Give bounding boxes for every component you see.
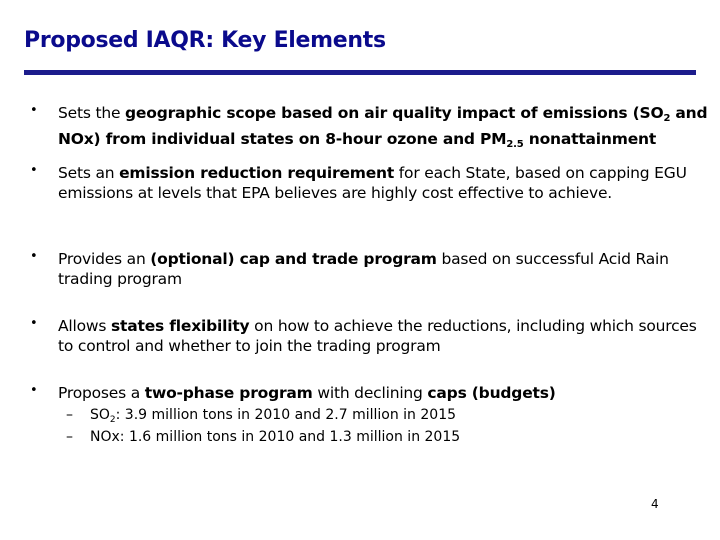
bullet-cap-and-trade [58,249,708,289]
bullet-marker: • [30,249,38,264]
bullet-text: for each State, based on capping EGU emissions at levels that EPA believes are highly cost effective to achieve. [58,164,687,202]
subitem-marker: – [66,429,73,445]
subscript: 2.5 [506,139,524,150]
bullet-bold-text: caps (budgets) [427,384,556,402]
bullet-marker: • [30,383,38,398]
subitem-nox-caps [90,427,460,452]
bullet-text: with declining [312,384,428,402]
bullet-states-flexibility [58,316,708,356]
bullet-text: Sets an [58,164,120,182]
bullet-bold-text: nonattainment [523,130,657,148]
bullet-text: Allows [58,317,111,335]
subscript: 2 [109,415,116,425]
subitem-label: SO [90,407,110,423]
bullet-geographic-scope [58,103,708,155]
subitem-marker: – [66,407,73,423]
bullet-bold-text: emission reduction requirement [119,164,395,182]
subitem-label: NOx [90,429,120,445]
bullet-marker: • [30,163,38,178]
slide-title: Proposed IAQR: Key Elements [24,28,386,53]
bullet-text: on how to achieve the reductions, including which sources to control and whether to join the trading program [58,317,697,355]
bullet-marker: • [30,103,38,118]
bullet-text: based on successful Acid Rain trading program [58,250,669,288]
bullet-text: Proposes a [58,384,145,402]
bullet-bold-text: and NOx) from individual states on 8-hour ozone and PM [58,104,708,148]
bullet-text: Provides an [58,250,151,268]
bullet-bold-text: two-phase program [144,384,313,402]
subscript: 2 [663,113,671,124]
bullet-bold-text: geographic scope based on air quality impact of emissions (SO [125,104,664,122]
bullet-emission-reduction [58,163,708,203]
bullet-bold-text: (optional) cap and trade program [150,250,437,268]
subitem-text: : 3.9 million tons in 2010 and 2.7 million in 2015 [115,407,457,423]
title-divider [24,70,696,75]
bullet-bold-text: states flexibility [110,317,250,335]
bullet-text: Sets the [58,104,126,122]
page-number: 4 [651,497,659,511]
bullet-marker: • [30,316,38,331]
bullet-two-phase [58,383,708,403]
subitem-text: : 1.6 million tons in 2010 and 1.3 million in 2015 [119,429,461,445]
